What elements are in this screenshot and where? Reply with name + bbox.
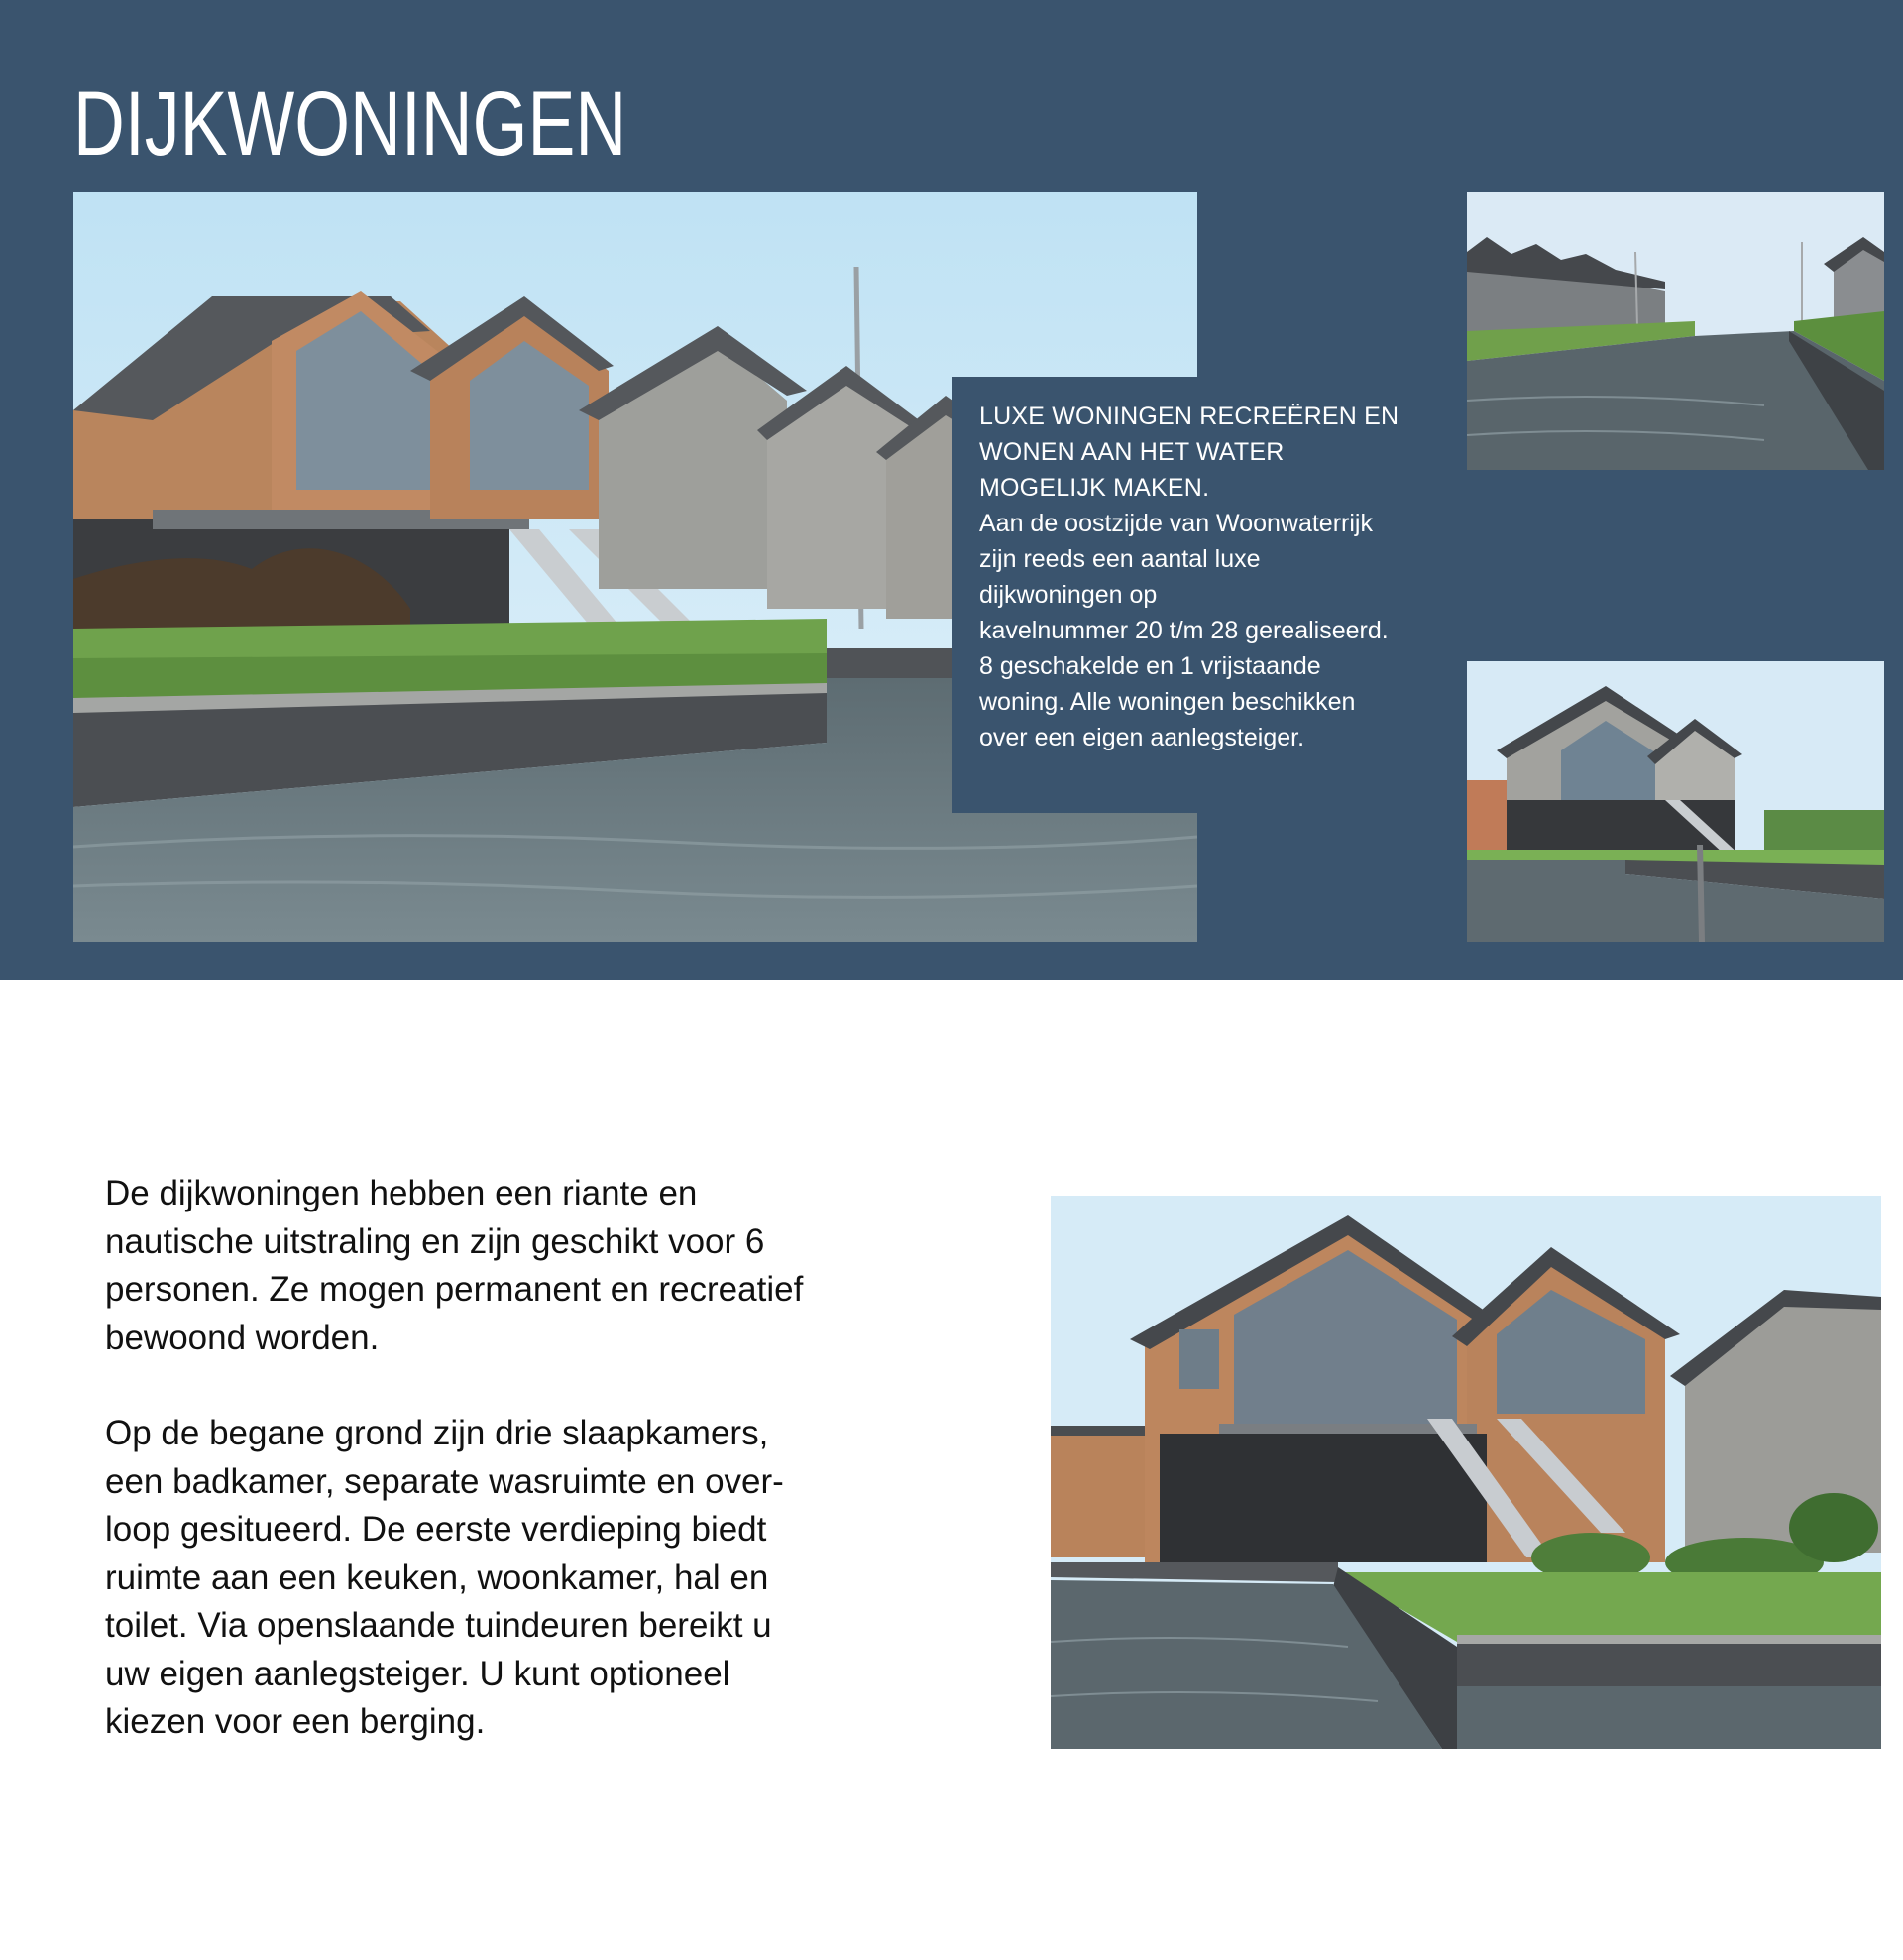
house-jetty-photo bbox=[1051, 1196, 1881, 1749]
description-paragraph-1: De dijkwoningen hebben een riante en nautische uitstraling en zijn geschikt voor 6 personen. Ze mogen permanent en recreatief bewoond worden. bbox=[105, 1174, 804, 1357]
detached-house-photo bbox=[1467, 661, 1884, 942]
info-heading: LUXE WONINGEN RECREËREN EN WONEN AAN HET WATER MOGELIJK MAKEN. bbox=[979, 403, 1399, 502]
canal-photo bbox=[1467, 192, 1884, 470]
info-body: Aan de oostzijde van Woonwaterrijk zijn reeds een aantal luxe dijkwoningen op kavelnummer 20 t/m 28 gerealiseerd. 8 geschakelde en 1 vrijstaande woning. Alle woningen beschikken over een eigen aanlegsteiger. bbox=[979, 510, 1389, 751]
description-paragraph-2: Op de begane grond zijn drie slaapkamers, een badkamer, separate wasruimte en over- loop gesitueerd. De eerste verdieping biedt ruimte aan een keuken, woonkamer, hal en toilet. Via openslaande tuindeuren bereikt u uw eigen aanlegsteiger. U kunt optioneel kiezen voor een berging. bbox=[105, 1414, 784, 1741]
info-text-box bbox=[952, 377, 1439, 813]
page-title: DIJKWONINGEN bbox=[73, 73, 627, 174]
